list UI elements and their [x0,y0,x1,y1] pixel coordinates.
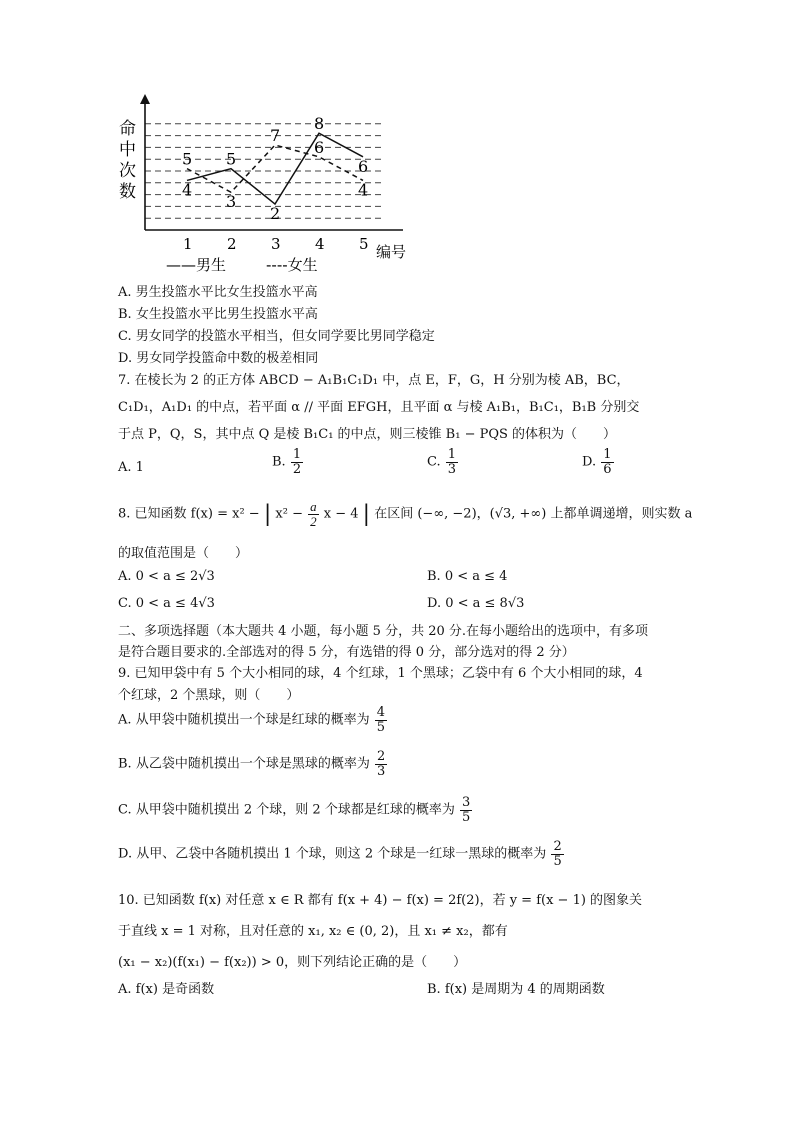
data-label: 6 [314,137,325,157]
abs-bar-right: | [362,501,371,527]
q10-line-3: (x₁ − x₂)(f(x₁) − f(x₂)) > 0，则下列结论正确的是（ ） [118,955,467,970]
y-axis-label-char: 次 [119,161,136,181]
data-label: 7 [270,126,281,146]
q8-prefix: 8. 已知函数 f(x) = x² − [118,506,260,522]
q9-option-d-fraction: $\frac{2}{5}$ [553,839,562,869]
q10-option-a: A. f(x) 是奇函数 [118,982,215,997]
data-label: 5 [182,149,193,169]
q7-option-d-label: D. [582,454,597,470]
section2-line-2: 是符合题目要求的.全部选对的得 5 分，有选错的得 0 分，部分选对的得 2 分） [118,645,575,660]
x-axis-label: 编号 [376,243,407,261]
legend-male: ——男生 [166,256,227,274]
data-label: 4 [182,180,193,200]
chart-gridlines [145,124,383,218]
q9-option-b: B. 从乙袋中随机摸出一个球是黑球的概率为 $\frac{2}{3}$ [118,749,386,779]
q8-line-1 [118,500,692,528]
abs-bar-left: | [263,501,272,527]
q7-line-3: 于点 P，Q，S，其中点 Q 是棱 B₁C₁ 的中点，则三棱锥 B₁ − PQS 的体积为（ ） [118,427,617,442]
q7-line-1: 7. 在棱长为 2 的正方体 ABCD − A₁B₁C₁D₁ 中，点 E，F，G，H 分别为棱 AB，BC， [118,373,630,388]
q8-abs-right: x − 4 [323,506,359,522]
y-axis-arrow [140,94,150,104]
q7-option-b [272,448,304,476]
q9-line-2: 个红球，2 个黑球，则（ ） [118,688,300,703]
x-tick-label: 1 [183,235,193,253]
q8-abs-left: x² − [275,506,303,522]
y-axis-label-char: 命 [119,119,136,139]
data-label: 4 [358,180,369,200]
x-tick-label: 3 [271,235,281,253]
x-tick-label: 4 [315,235,325,253]
q8-line-2: 的取值范围是（ ） [118,546,249,561]
q8-a-fraction: $\frac{a}{2}$ [310,499,317,529]
legend-female: ----女生 [266,256,318,274]
q7-option-d-fraction: $\frac{1}{6}$ [603,447,612,477]
q8-suffix: 在区间 (−∞, −2)，(√3, +∞) 上都单调递增，则实数 a [374,506,693,522]
series-line-female [187,145,363,192]
q9-option-a: A. 从甲袋中随机摸出一个球是红球的概率为 $\frac{4}{5}$ [118,705,386,735]
q7-option-c-fraction: $\frac{1}{3}$ [447,447,457,477]
q9-line-1: 9. 已知甲袋中有 5 个大小相同的球，4 个红球，1 个黑球；乙袋中有 6 个大小相同的球，4 [118,666,643,681]
data-label: 8 [314,114,325,134]
q10-line-1: 10. 已知函数 f(x) 对任意 x ∈ R 都有 f(x + 4) − f(x) = 2f(2)，若 y = f(x − 1) 的图象关 [118,893,643,908]
q8-option-a: A. 0 < a ≤ 2√3 [118,569,215,584]
data-label: 5 [226,149,237,169]
q6-option-c: C. 男女同学的投篮水平相当，但女同学要比男同学稳定 [118,329,435,344]
section2-line-1: 二、多项选择题（本大题共 4 小题，每小题 5 分，共 20 分.在每小题给出的选项中，有多项 [118,624,649,639]
q8-option-d: D. 0 < a ≤ 8√3 [427,596,525,611]
q9-option-d: D. 从甲、乙袋中各随机摸出 1 个球，则这 2 个球是一红球一黑球的概率为 $\frac{2}{5}$ [118,839,562,869]
q6-option-a: A. 男生投篮水平比女生投篮水平高 [118,285,318,300]
y-axis-label [119,119,136,202]
q10-line-2: 于直线 x = 1 对称，且对任意的 x₁, x₂ ∈ (0, 2)，且 x₁ ≠ x₂，都有 [118,924,508,939]
q7-option-b-fraction: $\frac{1}{2}$ [292,447,302,477]
line-chart [118,92,408,277]
y-axis-label-char: 数 [119,182,136,202]
q9-option-b-fraction: $\frac{2}{3}$ [376,749,386,779]
q7-option-c [427,448,459,476]
q7-line-2: C₁D₁，A₁D₁ 的中点，若平面 α // 平面 EFGH，且平面 α 与棱 A₁B₁，B₁C₁，B₁B 分别交 [118,400,640,415]
q8-option-b: B. 0 < a ≤ 4 [427,569,508,584]
q7-option-a: A. 1 [118,460,144,475]
q6-option-d: D. 男女同学投篮命中数的极差相同 [118,351,319,366]
data-label: 6 [358,156,369,176]
q9-option-a-fraction: $\frac{4}{5}$ [376,705,386,735]
q7-option-d [582,448,615,476]
data-label: 3 [226,192,237,212]
q10-option-b: B. f(x) 是周期为 4 的周期函数 [427,982,605,997]
q9-option-c-fraction: $\frac{3}{5}$ [461,795,471,825]
data-label: 2 [270,204,281,224]
q8-option-c: C. 0 < a ≤ 4√3 [118,596,215,611]
q9-option-c: C. 从甲袋中随机摸出 2 个球，则 2 个球都是红球的概率为 $\frac{3}{5}$ [118,795,471,825]
y-axis-label-char: 中 [119,140,136,160]
q7-option-b-label: B. [272,454,286,470]
q7-option-c-label: C. [427,454,441,470]
q6-option-b: B. 女生投篮水平比男生投篮水平高 [118,307,318,322]
x-tick-label: 5 [359,235,369,253]
x-tick-label: 2 [227,235,237,253]
